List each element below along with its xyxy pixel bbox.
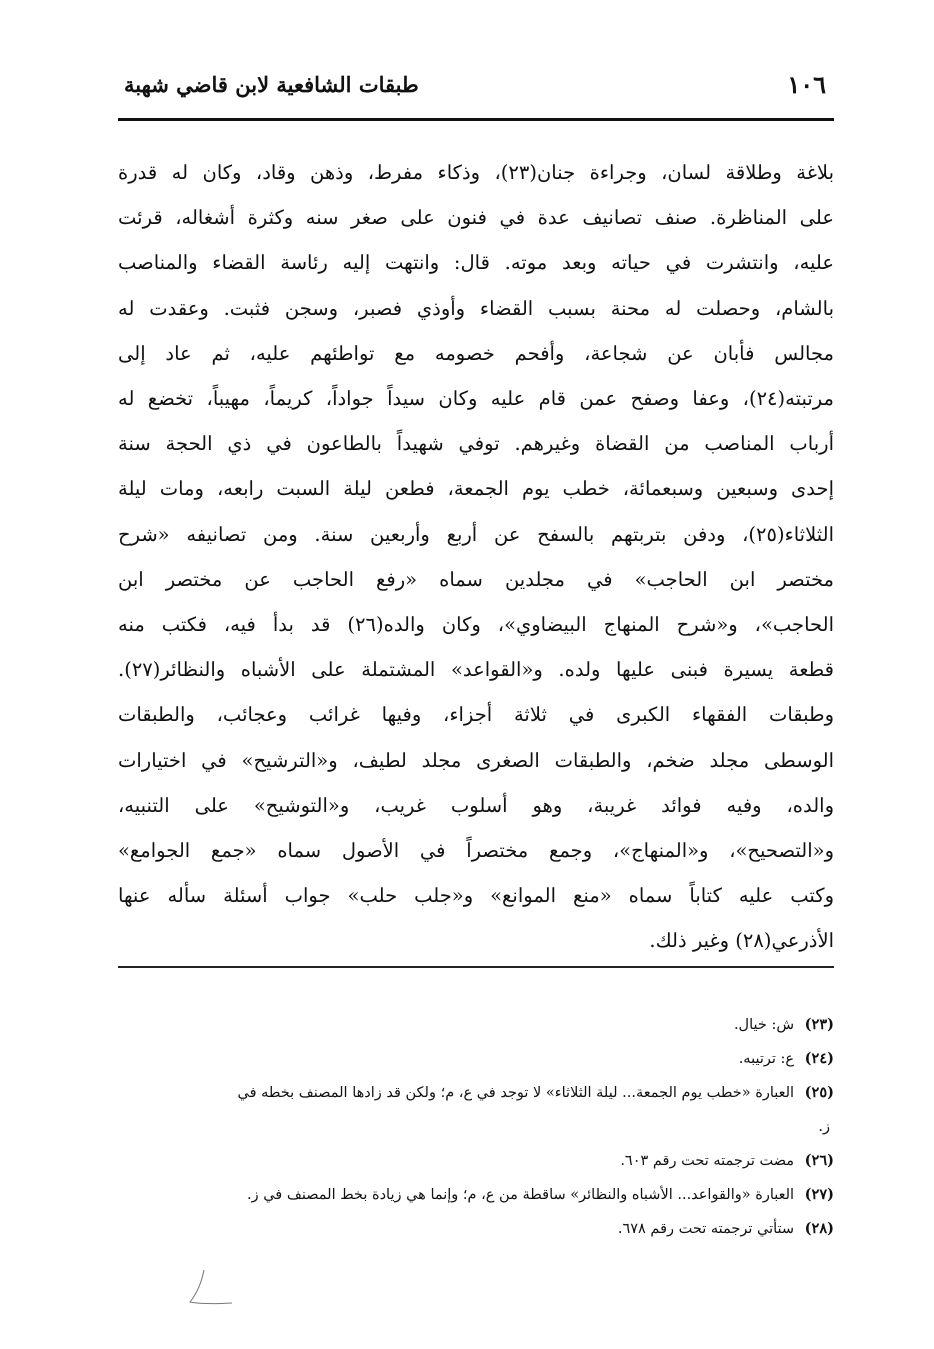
footnote-rule (118, 966, 834, 968)
footnote-item (118, 1144, 834, 1178)
header-rule (118, 118, 834, 121)
body-line: عليه، وانتشرت في حياته وبعد موته. قال: وانتهت إليه رئاسة القضاء والمناصب (118, 251, 834, 275)
body-line: أرباب المناصب من القضاة وغيرهم. توفي شهيداً بالطاعون في ذي الحجة سنة (118, 432, 834, 456)
body-line: الوسطى مجلد ضخم، والطبقات الصغرى مجلد لطيف، و«الترشيح» في اختيارات (118, 748, 834, 772)
body-line: بلاغة وطلاقة لسان، وجراءة جنان(٢٣)، وذكاء مفرط، وذهن وقاد، وكان له قدرة (118, 161, 834, 184)
footnote-text: ستأتي ترجمته تحت رقم ٦٧٨. (617, 1221, 795, 1237)
body-line: الحاجب»، و«شرح المنهاج البيضاوي»، وكان والده(٢٦) قد بدأ فيه، فكتب منه (118, 613, 834, 637)
footnote-text: العبارة «والقواعد... الأشباه والنظائر» ساقطة من ع، م؛ وإنما هي زيادة بخط المصنف في ز. (246, 1187, 795, 1203)
footnote-number: (٢٤) (804, 1050, 834, 1067)
body-line: قطعة يسيرة فبنى عليها ولده. و«القواعد» المشتملة على الأشباه والنظائر(٢٧). (118, 658, 834, 682)
body-line: الثلاثاء(٢٥)، ودفن بتربتهم بالسفح عن أربع وأربعين سنة. ومن تصانيفه «شرح (118, 522, 834, 546)
body-line: والده، وفيه فوائد غريبة، وهو أسلوب غريب، و«التوشيح» على التنبيه، (118, 793, 834, 817)
footnote-text: ش: خيال. (733, 1017, 795, 1033)
body-line: وكتب عليه كتاباً سماه «منع الموانع» و«جلب حلب» جواب أسئلة سأله عنها (118, 884, 834, 908)
footnote-item (118, 1178, 834, 1212)
body-line: و«التصحيح»، و«المنهاج»، وجمع مختصراً في الأصول سماه «جمع الجوامع» (118, 839, 834, 863)
footnote-item (118, 1212, 834, 1246)
body-line: مجالس فأبان عن شجاعة، وأفحم خصومه مع تواطئهم عليه، ثم عاد إلى (118, 341, 834, 365)
footnote-number: (٢٨) (804, 1220, 834, 1237)
body-line: مرتبته(٢٤)، وعفا وصفح عمن قام عليه وكان سيداً جواداً، كريماً، مهيباً، تخضع له (118, 387, 834, 411)
pencil-mark (180, 1268, 240, 1328)
footnote-text: العبارة «خطب يوم الجمعة... ليلة الثلاثاء» لا توجد في ع، م؛ ولكن قد زادها المصنف بخطه في (237, 1085, 795, 1101)
running-title: طبقات الشافعية لابن قاضي شهبة (124, 72, 419, 97)
body-line: على المناظرة. صنف تصانيف عدة في فنون على صغر سنه وكثرة أشغاله، قرئت (118, 206, 834, 230)
footnote-number: (٢٧) (804, 1186, 834, 1203)
footnote-number: (٢٣) (804, 1016, 834, 1033)
body-text (118, 150, 834, 964)
footnote-text: ع: ترتيبه. (738, 1051, 795, 1067)
body-line: الأذرعي(٢٨) وغير ذلك. (649, 929, 834, 953)
body-line: إحدى وسبعين وسبعمائة، خطب يوم الجمعة، فطعن ليلة السبت رابعه، ومات ليلة (118, 477, 834, 501)
footnote-continuation: ز. (818, 1119, 830, 1135)
body-line: بالشام، وحصلت له محنة بسبب القضاء وأوذي فصبر، وسجن فثبت. وعقدت له (118, 296, 834, 320)
footnote-item (118, 1008, 834, 1042)
page-number: ١٠٦ (787, 70, 826, 99)
footnote-text: مضت ترجمته تحت رقم ٦٠٣. (620, 1153, 795, 1169)
page-header (118, 60, 834, 114)
footnote-item (118, 1042, 834, 1076)
body-line: مختصر ابن الحاجب» في مجلدين سماه «رفع الحاجب عن مختصر ابن (118, 567, 834, 591)
footnote-item (118, 1076, 834, 1110)
footnote-number: (٢٥) (804, 1084, 834, 1101)
footnote-number: (٢٦) (804, 1152, 834, 1169)
footnotes (118, 1008, 834, 1246)
body-line: وطبقات الفقهاء الكبرى في ثلاثة أجزاء، وفيها غرائب وعجائب، والطبقات (118, 703, 834, 727)
